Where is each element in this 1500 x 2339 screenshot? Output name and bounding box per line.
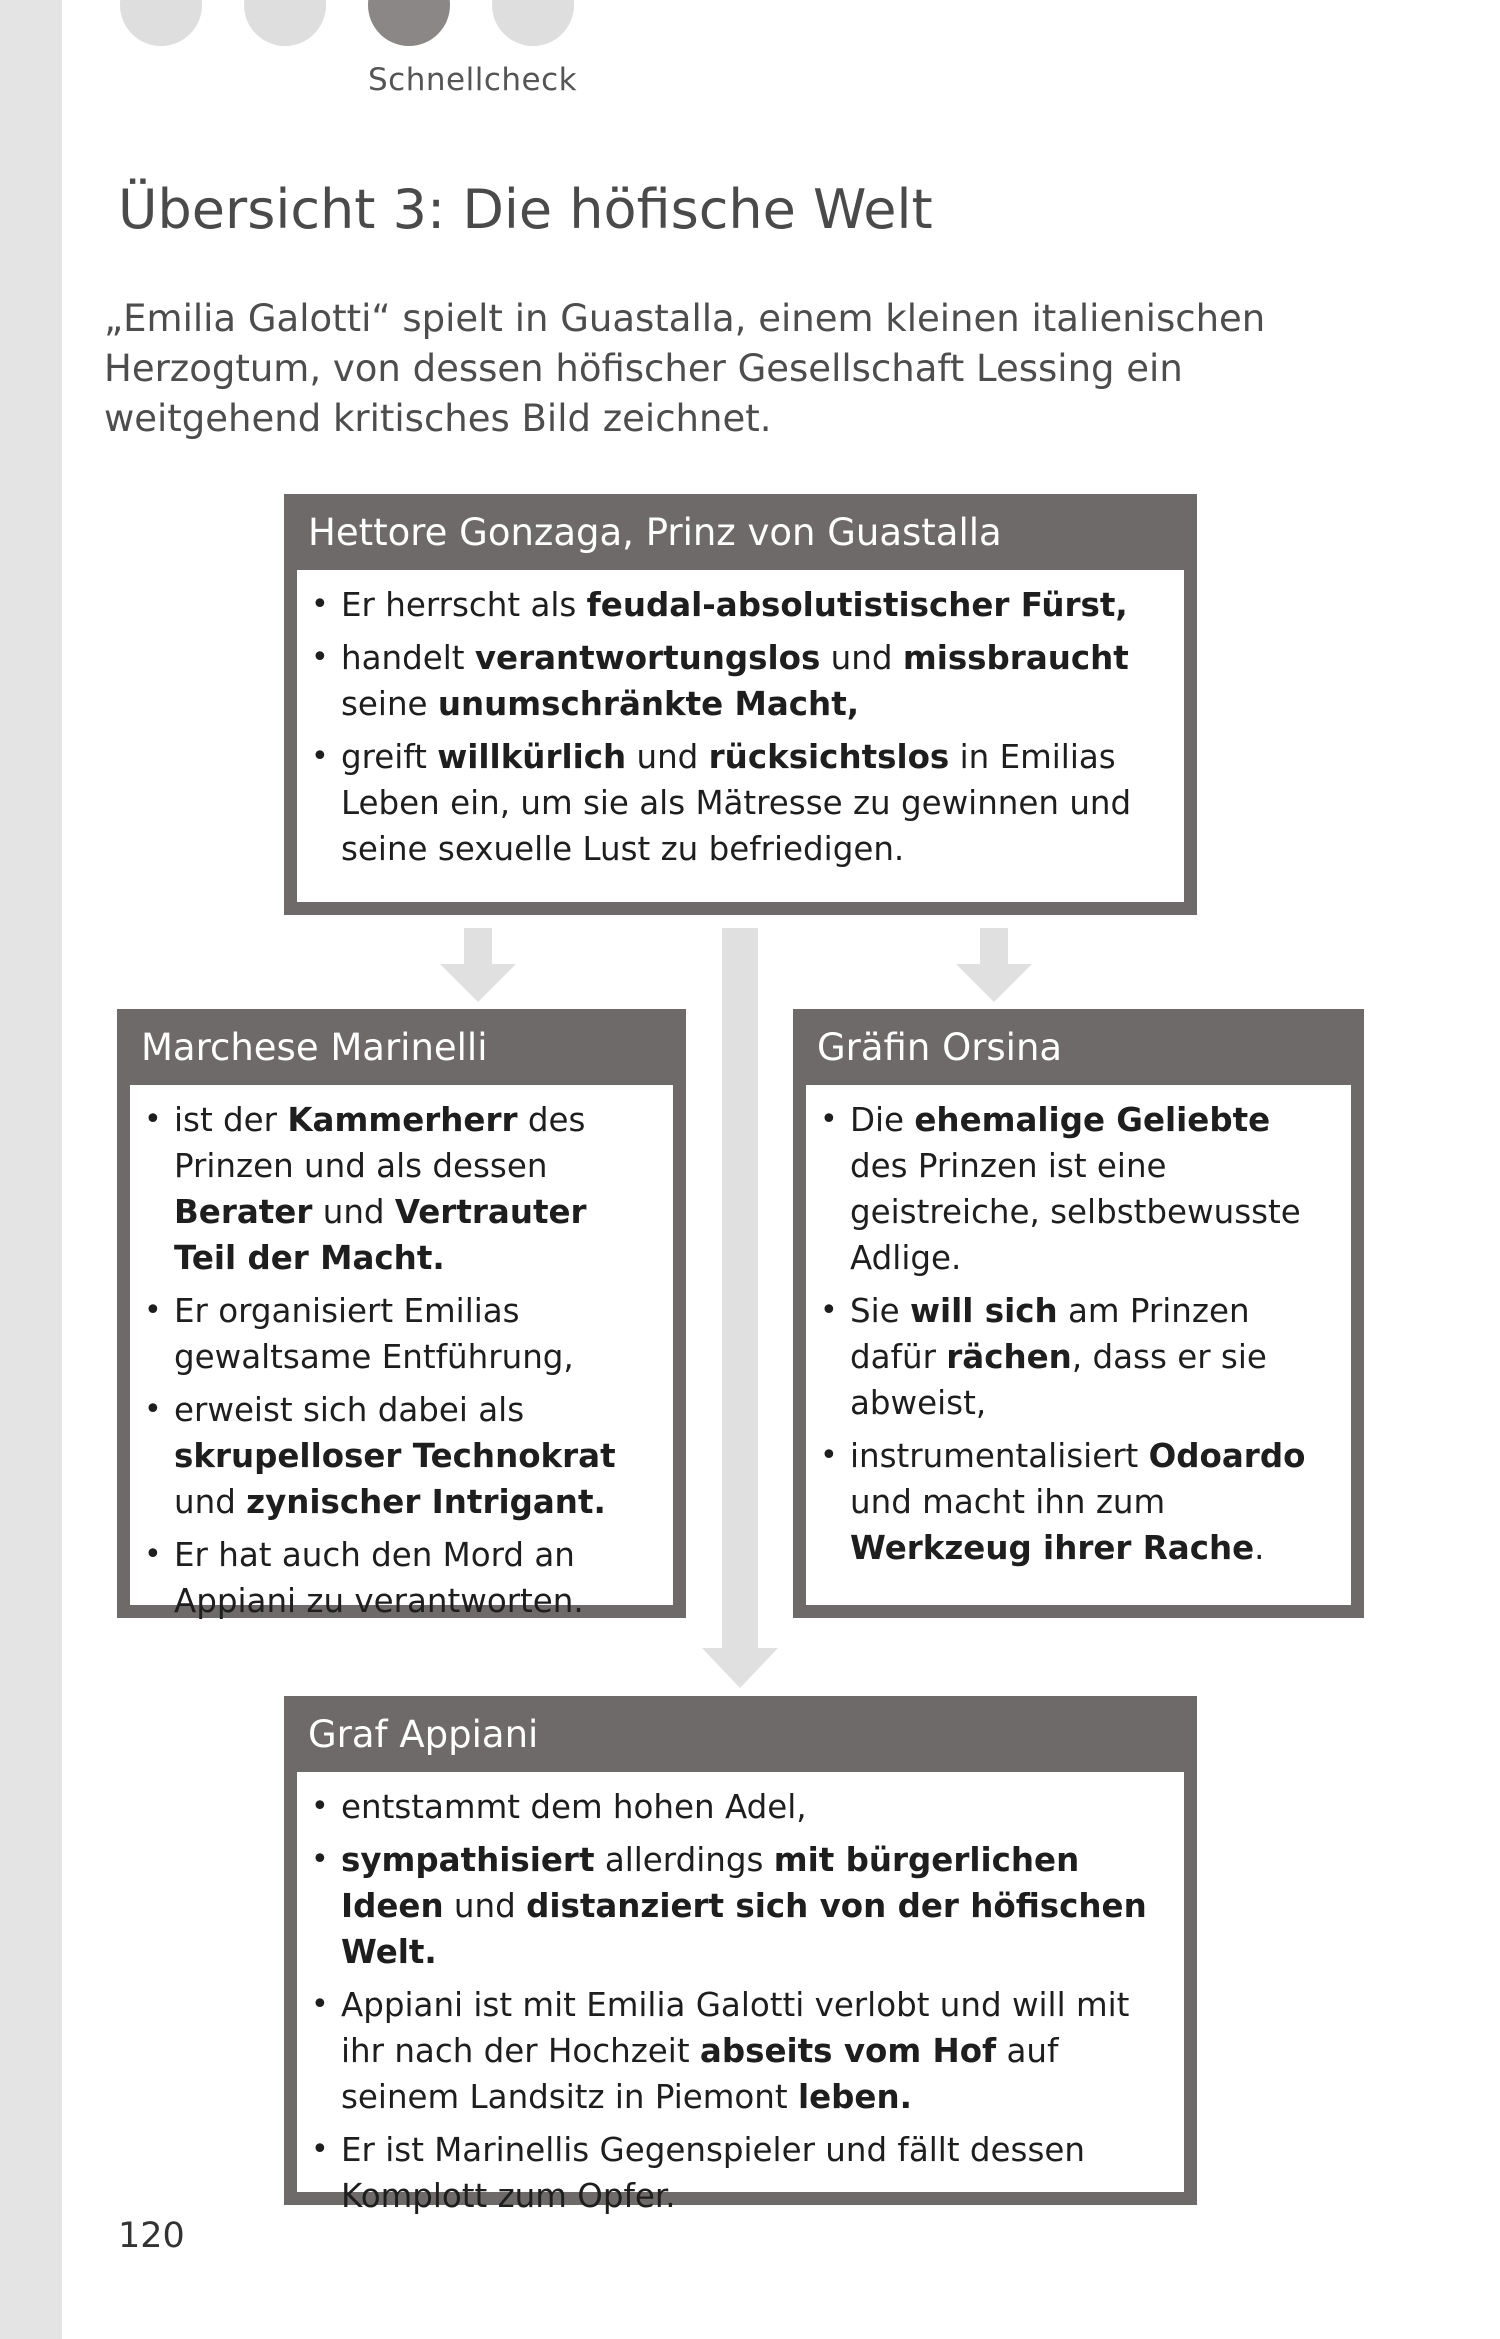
list-item: • Er ist Marinellis Gegenspieler und fällt dessen Komplott zum Opfer. (341, 2127, 1162, 2219)
orsina-traits-list (850, 1097, 1329, 1571)
arrow-prinz-to-marinelli (440, 928, 516, 1002)
emphasis: skrupelloser Technokrat (174, 1437, 616, 1475)
intro-text: „Emilia Galotti“ spielt in Guastalla, einem kleinen italienischen Herzogtum, von dessen höfischer Gesellschaft Lessing ein weitgehend kritisches Bild zeichnet. (104, 297, 1266, 440)
list-item: • entstammt dem hohen Adel, (341, 1784, 1162, 1830)
emphasis: Odoardo (1148, 1437, 1306, 1475)
emphasis: rücksichtslos (708, 738, 950, 776)
prinz-box-title: Hettore Gonzaga, Prinz von Guastalla (308, 511, 1002, 554)
appiani-box-body (297, 1772, 1184, 2215)
section-label: Schnellcheck (368, 62, 578, 98)
prinz-box (284, 494, 1197, 915)
emphasis: abseits vom Hof (699, 2032, 997, 2070)
arrow-prinz-to-orsina (956, 928, 1032, 1002)
list-item: • erweist sich dabei als skrupelloser Technokrat und zynischer Intrigant. (174, 1387, 651, 1525)
list-item: • ist der Kammerherr des Prinzen und als dessen Berater und Vertrauter Teil der Macht. (174, 1097, 651, 1281)
orsina-box-body (806, 1085, 1351, 1605)
list-item: • Sie will sich am Prinzen dafür rächen, dass er sie abweist, (850, 1288, 1329, 1426)
emphasis: mit bürgerlichen Ideen (341, 1841, 1080, 1925)
emphasis: sympathisiert (341, 1841, 595, 1879)
list-item: • Er organisiert Emilias gewaltsame Entführung, (174, 1288, 651, 1380)
list-item: • greift willkürlich und rücksichtslos in Emilias Leben ein, um sie als Mätresse zu gewinnen und seine sexuelle Lust zu befriedigen. (341, 734, 1162, 872)
orsina-box (793, 1009, 1364, 1618)
list-item: • sympathisiert allerdings mit bürgerlichen Ideen und distanziert sich von der höfischen Welt. (341, 1837, 1162, 1975)
emphasis: feudal-absolutistischer Fürst, (586, 586, 1128, 624)
emphasis: leben. (797, 2078, 912, 2116)
appiani-traits-list (341, 1784, 1162, 2219)
progress-dot-2 (244, 0, 326, 46)
emphasis: Werkzeug ihrer Rache (850, 1529, 1255, 1567)
list-item: • Appiani ist mit Emilia Galotti verlobt und will mit ihr nach der Hochzeit abseits vom Hof auf seinem Landsitz in Piemont leben. (341, 1982, 1162, 2120)
emphasis: Kammerherr (287, 1101, 518, 1139)
prinz-box-body (297, 570, 1184, 902)
page-number: 120 (118, 2216, 185, 2256)
marinelli-box (117, 1009, 686, 1618)
prinz-traits-list (341, 582, 1162, 872)
emphasis: zynischer Intrigant. (246, 1483, 606, 1521)
emphasis: verantwortungslos (474, 639, 821, 677)
marinelli-box-body (130, 1085, 673, 1620)
emphasis: Vertrauter Teil der Macht. (174, 1193, 587, 1277)
list-item: • Die ehemalige Geliebte des Prinzen ist eine geistreiche, selbstbewusste Adlige. (850, 1097, 1329, 1281)
emphasis: willkürlich (437, 738, 627, 776)
list-item: • handelt verantwortungslos und missbraucht seine unumschränkte Macht, (341, 635, 1162, 727)
emphasis: rächen (946, 1338, 1072, 1376)
emphasis: missbraucht (902, 639, 1129, 677)
emphasis: unumschränkte Macht, (437, 685, 860, 723)
progress-dot-3-active (368, 0, 450, 46)
orsina-box-title: Gräfin Orsina (817, 1026, 1063, 1069)
appiani-box-title: Graf Appiani (308, 1713, 539, 1756)
progress-dot-1 (120, 0, 202, 46)
list-item: • instrumentalisiert Odoardo und macht ihn zum Werkzeug ihrer Rache. (850, 1433, 1329, 1571)
arrow-prinz-to-appiani (702, 928, 778, 1688)
list-item: • Er hat auch den Mord an Appiani zu verantworten. (174, 1532, 651, 1624)
marinelli-box-title: Marchese Marinelli (141, 1026, 488, 1069)
emphasis: Berater (174, 1193, 313, 1231)
left-margin-strip (0, 0, 62, 2339)
emphasis: distanziert sich von der höfischen Welt. (341, 1887, 1147, 1971)
list-item: • Er herrscht als feudal-absolutistischer Fürst, (341, 582, 1162, 628)
marinelli-traits-list (174, 1097, 651, 1624)
appiani-box (284, 1696, 1197, 2215)
progress-dot-4 (492, 0, 574, 46)
emphasis: ehemalige Geliebte (914, 1101, 1271, 1139)
emphasis: will sich (910, 1292, 1058, 1330)
page-title: Übersicht 3: Die höfische Welt (118, 178, 933, 241)
